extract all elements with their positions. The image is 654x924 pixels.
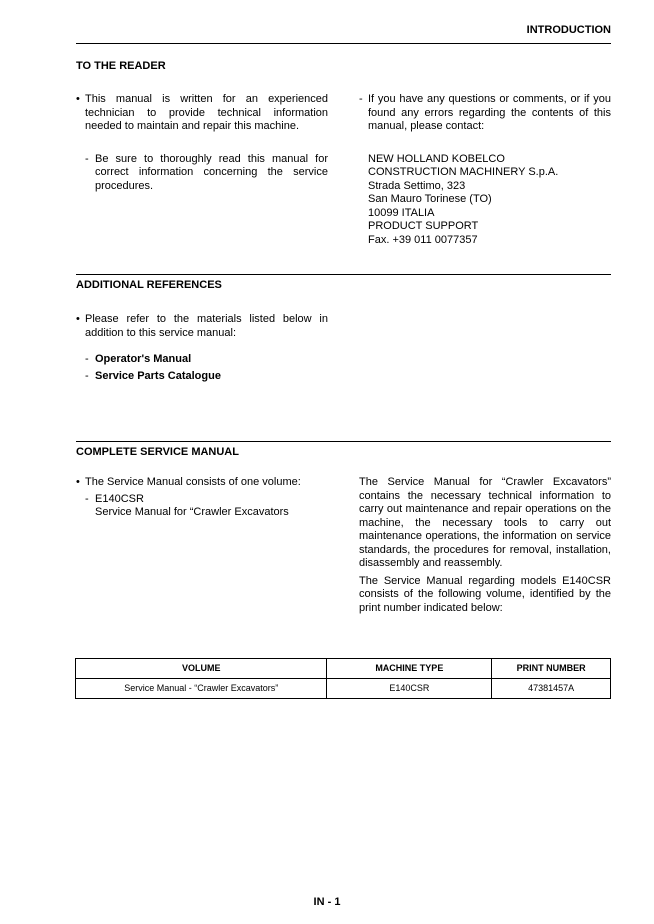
service-manual-bullet bbox=[76, 476, 328, 490]
page-number: IN - 1 bbox=[313, 896, 341, 908]
service-manual-contents-paragraph: The Service Manual for “Crawler Excavators” contains the necessary technical information to carry out maintenance and repair operations on the machine, the necessary tools to carry out maintenance operations, the information on service standards, the procedures for removal, installation, disassembly and reassembly. bbox=[359, 476, 611, 569]
service-manual-bullet-text: The Service Manual consists of one volume: bbox=[85, 476, 301, 488]
contact-line: 10099 ITALIA bbox=[368, 206, 435, 219]
reader-read-manual-item bbox=[76, 153, 328, 194]
reference-item bbox=[76, 370, 328, 384]
reader-contact-item bbox=[359, 93, 611, 134]
table-header-row bbox=[76, 659, 611, 679]
service-manual-volume-item bbox=[76, 493, 328, 520]
references-bullet bbox=[76, 313, 328, 340]
reference-item-label: Service Parts Catalogue bbox=[95, 369, 221, 382]
bullet-mark: • bbox=[76, 93, 80, 105]
section-title-to-the-reader: TO THE READER bbox=[76, 60, 166, 72]
references-bullet-text: Please refer to the materials listed below in addition to this service manual: bbox=[85, 313, 328, 339]
column-header-machine-type: MACHINE TYPE bbox=[327, 659, 492, 679]
contact-line: PRODUCT SUPPORT bbox=[368, 220, 479, 232]
section-rule bbox=[76, 274, 611, 275]
section-title-additional-references: ADDITIONAL REFERENCES bbox=[76, 279, 222, 291]
volume-description: Service Manual for “Crawler Excavators bbox=[95, 506, 289, 518]
references-list bbox=[76, 353, 328, 383]
service-manual-volume-paragraph: The Service Manual regarding models E140CSR consists of the following volume, identified by the print number indicated below: bbox=[359, 574, 611, 614]
dash-mark: - bbox=[85, 152, 89, 165]
reader-contact-text: If you have any questions or comments, or if you found any errors regarding the contents of this manual, please contact: bbox=[368, 93, 611, 132]
reader-intro-text: This manual is written for an experienced technician to provide technical information needed to maintain and repair this machine. bbox=[85, 93, 328, 132]
reader-intro-bullet bbox=[76, 93, 328, 134]
contact-line: NEW HOLLAND KOBELCO bbox=[368, 152, 505, 165]
column-header-print-number: PRINT NUMBER bbox=[492, 659, 611, 679]
reader-read-manual-text: Be sure to thoroughly read this manual for correct information concerning the service procedures. bbox=[95, 152, 328, 192]
cell-machine-type: E140CSR bbox=[327, 679, 492, 699]
dash-mark: - bbox=[85, 369, 89, 382]
dash-mark: - bbox=[85, 353, 89, 365]
volume-model: E140CSR bbox=[95, 492, 144, 505]
references-column bbox=[76, 313, 328, 386]
dash-mark: - bbox=[85, 492, 89, 505]
reference-item-label: Operator's Manual bbox=[95, 353, 192, 365]
cell-print-number: 47381457A bbox=[492, 679, 611, 699]
column-header-volume: VOLUME bbox=[76, 659, 327, 679]
contact-fax-line: Fax. +39 011 0077357 bbox=[368, 233, 478, 246]
section-title-complete-service-manual: COMPLETE SERVICE MANUAL bbox=[76, 446, 239, 458]
dash-mark: - bbox=[359, 93, 363, 105]
contact-line: Strada Settimo, 323 bbox=[368, 179, 466, 192]
bullet-mark: • bbox=[76, 313, 80, 325]
cell-volume: Service Manual - “Crawler Excavators” bbox=[76, 679, 327, 699]
header-rule bbox=[76, 43, 611, 44]
section-rule bbox=[76, 441, 611, 442]
reader-right-column bbox=[359, 93, 611, 247]
service-manual-right-column bbox=[359, 476, 611, 615]
volume-table bbox=[75, 658, 611, 699]
reader-left-column bbox=[76, 93, 328, 193]
running-header-title: INTRODUCTION bbox=[526, 24, 611, 36]
bullet-mark: • bbox=[76, 476, 80, 488]
reference-item bbox=[76, 353, 328, 367]
contact-line: San Mauro Torinese (TO) bbox=[368, 193, 492, 205]
service-manual-left-column bbox=[76, 476, 328, 520]
contact-address-block bbox=[359, 153, 611, 248]
contact-line: CONSTRUCTION MACHINERY S.p.A. bbox=[368, 166, 559, 178]
table-row bbox=[76, 679, 611, 699]
